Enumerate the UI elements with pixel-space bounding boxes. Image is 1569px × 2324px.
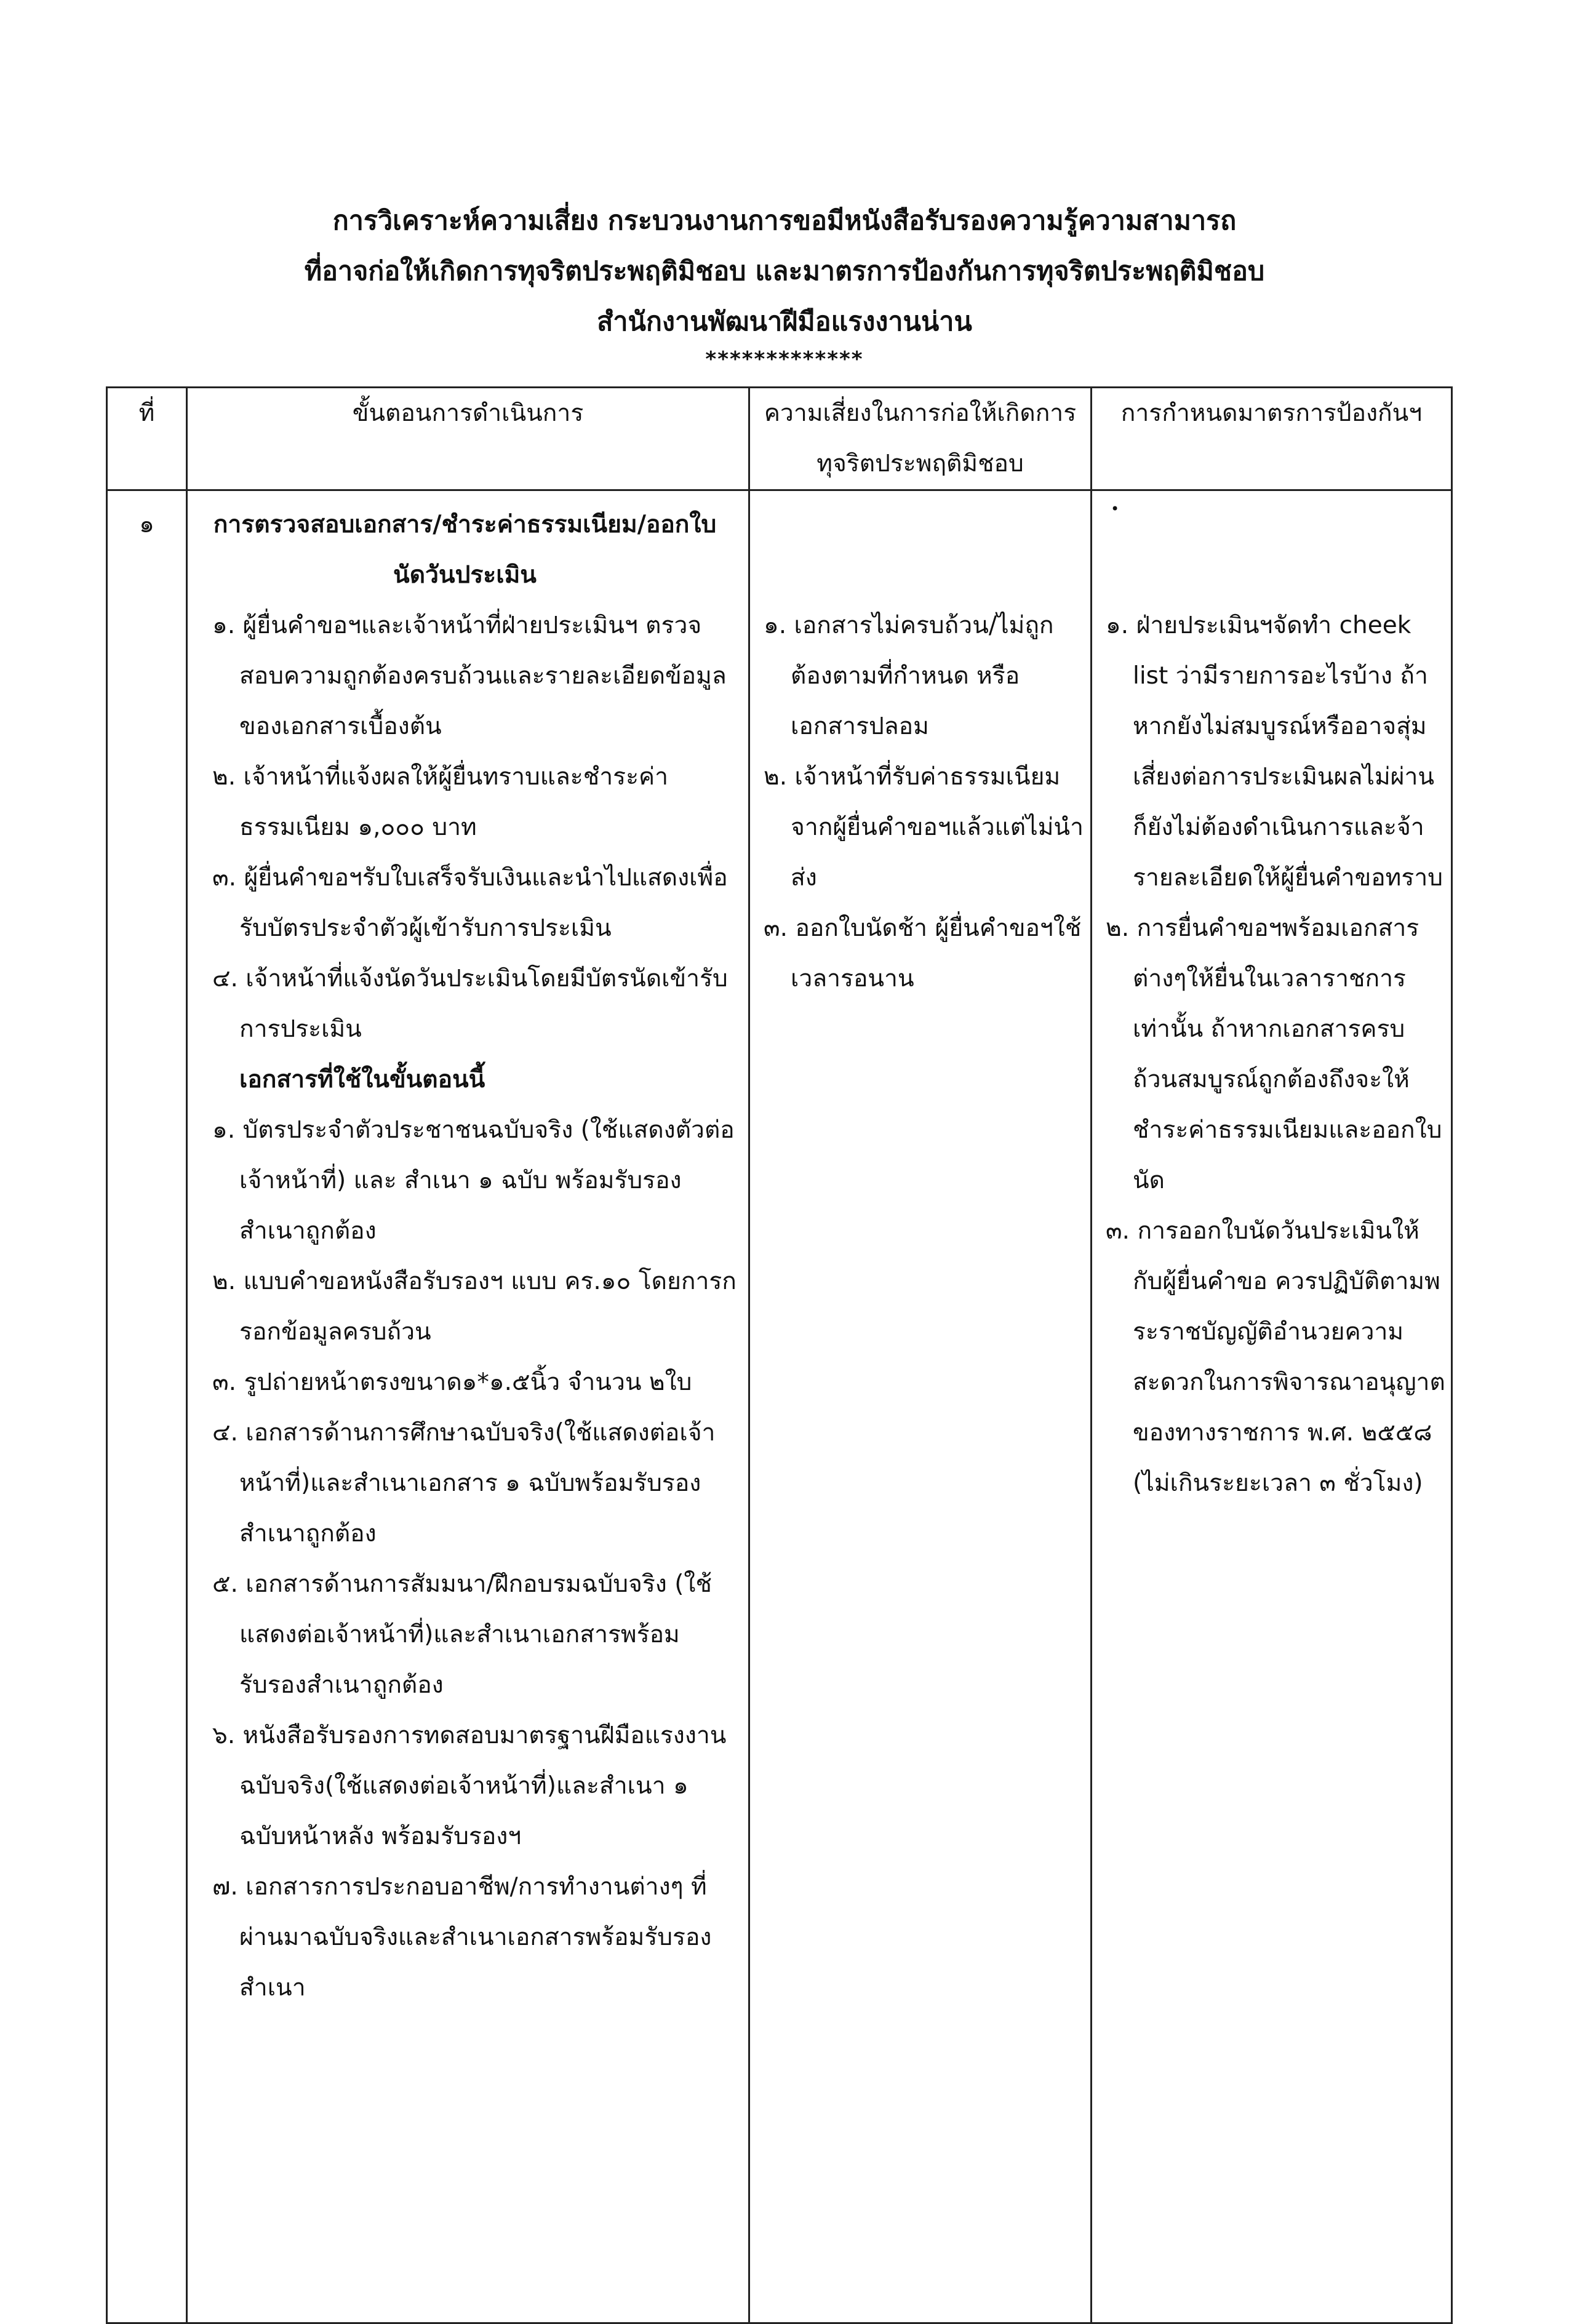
step-heading: การตรวจสอบเอกสาร/ชำระค่าธรรมเนียม/ออกใบนัดวันประเมิน (213, 511, 717, 589)
header-no: ที่ (107, 388, 187, 490)
title-separator: ************* (705, 347, 864, 372)
measure-cell (1092, 490, 1452, 2323)
step-item: ๓. ผู้ยื่นคำขอฯรับใบเสร็จรับเงินและนำไปแสดงเพื่อรับบัตรประจำตัวผู้เข้ารับการประเมิน (212, 864, 728, 942)
document-item: ๔. เอกสารด้านการศึกษาฉบับจริง(ใช้แสดงต่อเจ้าหน้าที่)และสำเนาเอกสาร ๑ ฉบับพร้อมรับรองสำเนาถูกต้อง (212, 1419, 716, 1547)
document-item: ๑. บัตรประจำตัวประชาชนฉบับจริง (ใช้แสดงตัวต่อเจ้าหน้าที่) และ สำเนา ๑ ฉบับ พร้อมรับรองสำเนาถูกต้อง (212, 1116, 735, 1245)
document-title-line-2: ที่อาจก่อให้เกิดการทุจริตประพฤติมิชอบ และมาตรการป้องกันการทุจริตประพฤติมิชอบ (304, 256, 1265, 287)
step-item: ๔. เจ้าหน้าที่แจ้งนัดวันประเมินโดยมีบัตรนัดเข้ารับการประเมิน (212, 965, 728, 1043)
measure-item: ๑. ฝ่ายประเมินฯจัดทำ cheek list ว่ามีรายการอะไรบ้าง ถ้าหากยังไม่สมบูรณ์หรืออาจสุ่มเสี่ยงต่อการประเมินผลไม่ผ่าน ก็ยังไม่ต้องดำเนินการและจ้ารายละเอียดให้ผู้ยื่นคำขอทราบ (1106, 612, 1443, 892)
step-cell (187, 490, 749, 2323)
document-title-line-1: การวิเคราะห์ความเสี่ยง กระบวนงานการขอมีหนังสือรับรองความรู้ความสามารถ (332, 206, 1237, 236)
document-item: ๗. เอกสารการประกอบอาชีพ/การทำงานต่างๆ ที่ผ่านมาฉบับจริงและสำเนาเอกสารพร้อมรับรองสำเนา (212, 1873, 712, 2002)
risk-item: ๓. ออกใบนัดช้า ผู้ยื่นคำขอฯใช้เวลารอนาน (764, 914, 1082, 992)
table-header-row (107, 388, 1452, 490)
risk-item: ๒. เจ้าหน้าที่รับค่าธรรมเนียมจากผู้ยื่นคำขอฯแล้วแต่ไม่นำส่ง (764, 763, 1084, 892)
header-measure: การกำหนดมาตรการป้องกันฯ (1092, 388, 1452, 490)
risk-cell (749, 490, 1092, 2323)
stray-dot: • (1111, 500, 1120, 517)
step-item: ๑. ผู้ยื่นคำขอฯและเจ้าหน้าที่ฝ่ายประเมินฯ ตรวจสอบความถูกต้องครบถ้วนและรายละเอียดข้อมูลของเอกสารเบื้องต้น (212, 612, 727, 740)
measure-item: ๓. การออกใบนัดวันประเมินให้กับผู้ยื่นคำขอ ควรปฏิบัติตามพระราชบัญญัติอำนวยความสะดวกในการพิจารณาอนุญาตของทางราชการ พ.ศ. ๒๕๕๘ (ไม่เกินระยะเวลา ๓ ชั่วโมง) (1106, 1217, 1445, 1497)
document-title-line-3: สำนักงานพัฒนาฝีมือแรงงานน่าน (597, 306, 972, 337)
document-header (0, 196, 1569, 372)
document-item: ๒. แบบคำขอหนังสือรับรองฯ แบบ คร.๑๐ โดยการกรอกข้อมูลครบถ้วน (212, 1268, 737, 1346)
table-row (107, 490, 1452, 2323)
header-step: ขั้นตอนการดำเนินการ (187, 388, 749, 490)
risk-item: ๑. เอกสารไม่ครบถ้วน/ไม่ถูกต้องตามที่กำหนด หรือเอกสารปลอม (764, 612, 1054, 740)
header-risk: ความเสี่ยงในการก่อให้เกิดการทุจริตประพฤติมิชอบ (749, 388, 1092, 490)
documents-heading: เอกสารที่ใช้ในขั้นตอนนี้ (239, 1066, 485, 1093)
row-number: ๑ (107, 490, 187, 2323)
document-item: ๖. หนังสือรับรองการทดสอบมาตรฐานฝีมือแรงงานฉบับจริง(ใช้แสดงต่อเจ้าหน้าที่)และสำเนา ๑ ฉบับหน้าหลัง พร้อมรับรองฯ (212, 1722, 727, 1850)
step-item: ๒. เจ้าหน้าที่แจ้งผลให้ผู้ยื่นทราบและชำระค่าธรรมเนียม ๑,๐๐๐ บาท (212, 763, 668, 841)
risk-analysis-table (106, 386, 1453, 2324)
document-item: ๕. เอกสารด้านการสัมมนา/ฝึกอบรมฉบับจริง (ใช้แสดงต่อเจ้าหน้าที่)และสำเนาเอกสารพร้อมรับรองสำเนาถูกต้อง (212, 1570, 712, 1699)
document-item: ๓. รูปถ่ายหน้าตรงขนาด๑*๑.๕นิ้ว จำนวน ๒ใบ (212, 1368, 692, 1396)
measure-item: ๒. การยื่นคำขอฯพร้อมเอกสารต่างๆให้ยื่นในเวลาราชการเท่านั้น ถ้าหากเอกสารครบถ้วนสมบูรณ์ถูกต้องถึงจะให้ชำระค่าธรรมเนียมและออกใบนัด (1106, 914, 1442, 1194)
